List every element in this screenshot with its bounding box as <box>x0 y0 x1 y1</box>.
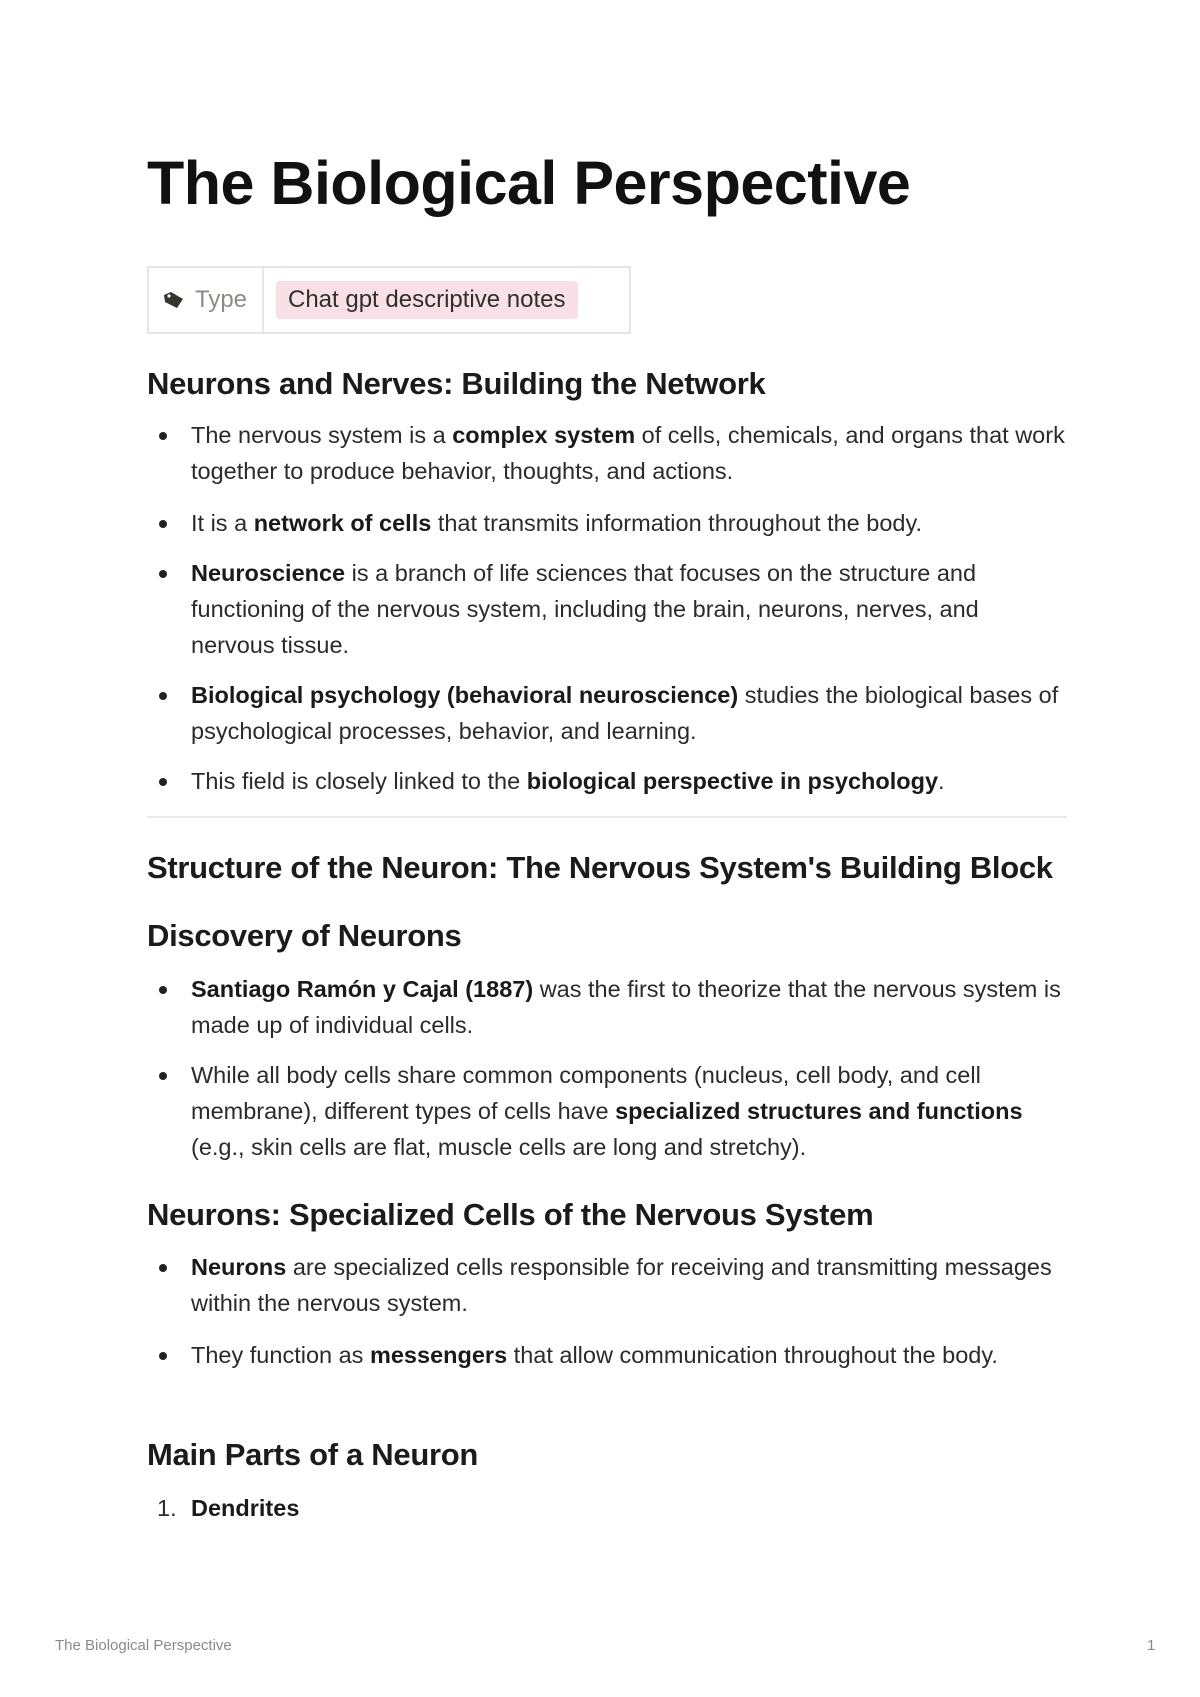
list-item: They function as messengers that allow communication throughout the body. <box>147 1337 1067 1373</box>
list-item: While all body cells share common components (nucleus, cell body, and cell membrane), different types of cells have specialized structures and functions (e.g., skin cells are flat, muscle cells are long and stretchy). <box>147 1057 1067 1165</box>
bullet-list-neurons-nerves <box>147 417 1067 799</box>
list-item: Neuroscience is a branch of life sciences that focuses on the structure and functioning of the nervous system, including the brain, neurons, nerves, and nervous tissue. <box>147 555 1067 663</box>
list-item: Santiago Ramón y Cajal (1887) was the first to theorize that the nervous system is made up of individual cells. <box>147 971 1067 1043</box>
bullet-list-discovery <box>147 971 1067 1165</box>
type-tag[interactable]: Chat gpt descriptive notes <box>276 281 578 319</box>
property-table <box>147 266 631 334</box>
divider <box>147 816 1067 818</box>
tag-icon <box>163 291 185 309</box>
bullet-list-specialized <box>147 1249 1067 1373</box>
section-heading-structure: Structure of the Neuron: The Nervous System's Building Block <box>147 850 1053 885</box>
list-item: This field is closely linked to the biological perspective in psychology. <box>147 763 1067 799</box>
numbered-list-parts <box>147 1490 1067 1526</box>
list-item: Neurons are specialized cells responsible for receiving and transmitting messages within the nervous system. <box>147 1249 1067 1321</box>
footer-title: The Biological Perspective <box>55 1637 232 1654</box>
list-item: The nervous system is a complex system of cells, chemicals, and organs that work together to produce behavior, thoughts, and actions. <box>147 417 1067 489</box>
list-item: Biological psychology (behavioral neuroscience) studies the biological bases of psychological processes, behavior, and learning. <box>147 677 1067 749</box>
list-item: It is a network of cells that transmits information throughout the body. <box>147 505 1067 541</box>
section-heading-discovery: Discovery of Neurons <box>147 918 462 953</box>
section-heading-parts: Main Parts of a Neuron <box>147 1437 479 1472</box>
property-key <box>149 268 264 332</box>
list-number: 1. <box>157 1495 177 1521</box>
property-value[interactable] <box>264 268 578 332</box>
property-key-label: Type <box>195 286 248 313</box>
section-heading-specialized: Neurons: Specialized Cells of the Nervous System <box>147 1197 874 1232</box>
section-heading-neurons-nerves: Neurons and Nerves: Building the Network <box>147 366 766 401</box>
list-item: 1. Dendrites <box>147 1490 1067 1526</box>
page-title: The Biological Perspective <box>147 149 911 217</box>
footer-page-number: 1 <box>1147 1637 1156 1654</box>
